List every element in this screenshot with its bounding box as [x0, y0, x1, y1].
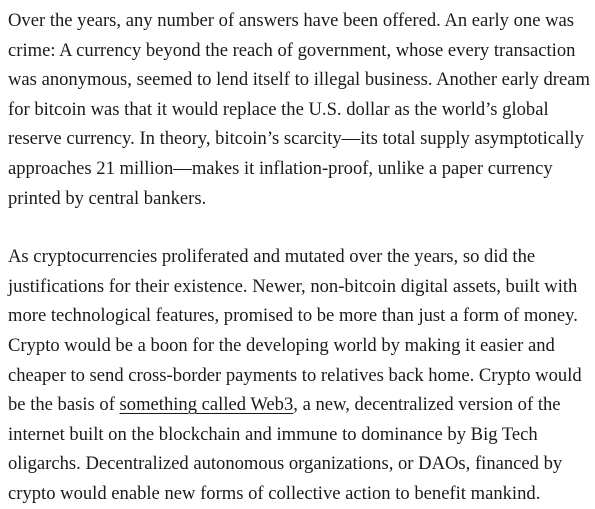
text-line: for bitcoin was that it would replace the U.S. dollar as the world’s global: [8, 98, 549, 120]
text-line: As cryptocurrencies proliferated and mutated over the years, so did the: [8, 246, 536, 268]
text-line: approaches 21 million—makes it inflation-proof, unlike a paper currency: [8, 157, 553, 179]
paragraph-2: [8, 242, 587, 508]
text-line: cheaper to send cross-border payments to relatives back home. Crypto would: [8, 364, 582, 386]
text-line: justifications for their existence. Newer, non-bitcoin digital assets, built with: [8, 275, 578, 297]
text-line: more technological features, promised to be more than just a form of money.: [8, 305, 578, 327]
text-line: printed by central bankers.: [8, 187, 207, 209]
text-line: was anonymous, seemed to lend itself to illegal business. Another early dream: [8, 69, 590, 91]
paragraph-1: [8, 6, 590, 213]
text-line: reserve currency. In theory, bitcoin’s scarcity—its total supply asymptotically: [8, 128, 584, 150]
text-line: Over the years, any number of answers have been offered. An early one was: [8, 10, 575, 31]
web3-link[interactable]: something called Web3: [119, 394, 294, 416]
text-line: crime: A currency beyond the reach of government, whose every transaction: [8, 39, 576, 61]
text-line: Crypto would be a boon for the developing world by making it easier and: [8, 334, 555, 356]
text-before-link: be the basis of: [8, 394, 120, 416]
text-line-with-link: [8, 390, 587, 420]
text-line: internet built on the blockchain and immune to dominance by Big Tech: [8, 423, 538, 445]
text-after-link: , a new, decentralized version of the: [293, 394, 561, 416]
text-line: oligarchs. Decentralized autonomous organizations, or DAOs, financed by: [8, 453, 563, 475]
text-line: crypto would enable new forms of collective action to benefit mankind.: [8, 482, 541, 504]
